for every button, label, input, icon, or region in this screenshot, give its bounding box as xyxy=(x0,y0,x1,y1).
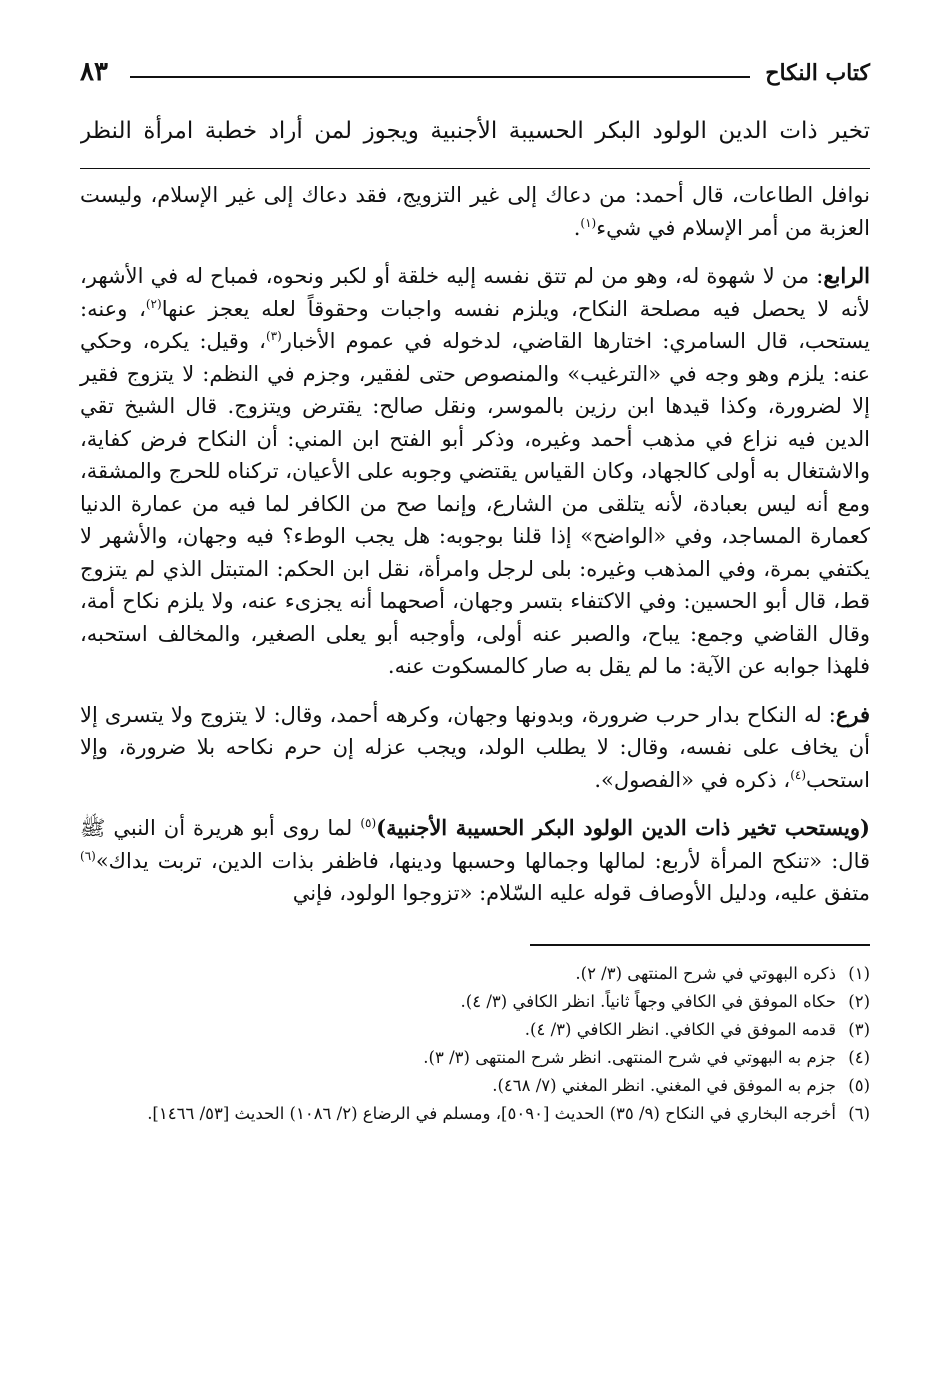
paragraph-tail: لما روى أبو هريرة أن النبي ﷺ قال: «تنكح المرأة لأربع: لمالها وجمالها وحسبها ودينها، فاظفر بذات الدين، تربت يداك» xyxy=(80,816,870,873)
footnote-text: قدمه الموفق في الكافي. انظر الكافي (٣/ ٤). xyxy=(524,1019,836,1039)
paragraph-tail: ، ذكره في «الفصول». xyxy=(594,767,791,792)
paragraph xyxy=(80,260,870,683)
paragraph xyxy=(80,699,870,797)
title-divider xyxy=(80,168,870,169)
footnote xyxy=(80,1044,870,1072)
footnote-ref: (١) xyxy=(580,215,597,230)
paragraph-lead: الرابع xyxy=(823,263,870,288)
footnote xyxy=(80,988,870,1016)
main-text xyxy=(80,179,870,910)
paragraph-tail: . xyxy=(573,215,581,240)
footnote-text: أخرجه البخاري في النكاح (٩/ ٣٥) الحديث [٥٠٩٠]، ومسلم في الرضاع (٢/ ١٠٨٦) الحديث [٥٣/ ١٤٦٦]. xyxy=(147,1103,836,1123)
footnote xyxy=(80,960,870,988)
footnote-text: جزم به الموفق في المغني. انظر المغني (٧/ ٤٦٨). xyxy=(492,1075,836,1095)
paragraph-tail: متفق عليه، ودليل الأوصاف قوله عليه السّلام: «تزوجوا الولود، فإني xyxy=(292,881,870,905)
footnote-ref: (٣) xyxy=(265,329,282,343)
paragraph-text: : من لا شهوة له، وهو من لم تتق نفسه إليه خلقة أو لكبر ونحوه، فمباح له في الأشهر، لأنه لا يحصل فيه مصلحة النكاح، ويلزم نفسه واجبات وحقوقاً لعله يعجز عنها xyxy=(80,264,871,321)
paragraph-tail: ، وقيل: يكره، وحكي عنه: يلزم وهو وجه في «الترغيب» والمنصوص حتى لفقير، وجزم في النظم: لا يتزوج فقير إلا لضرورة، وكذا قيدها ابن رزين بالموسر، ونقل صالح: يقترض ويتزوج. قال الشيخ تقي الدين فيه نزاع في مذهب أحمد وغيره، وذكر أبو الفتح ابن المني: أن النكاح فرض كفاية، والاشتغال به أولى كالجهاد، وكان القياس يقتضي وجوبه على الأعيان، تركناه للحرج والمشقة، ومع أنه ليس بعبادة، لأنه يتلقى من الشارع، وإنما صح من الكافر لما فيه من عمارة الدنيا كعمارة المساجد، وفي «الواضح» إذا قلنا بوجوبه: هل يجب الوطء؟ فيه وجهان، والأشهر لا يكتفي بمرة، وفي المذهب وغيره: بلى لرجل وامرأة، نقل ابن الحكم: المتبتل الذي لم يتزوج قط، قال أبو الحسين: وفي الاكتفاء بتسر وجهان، أصحهما أنه يجزىء عنه، ولا يلزم نكاح أمة، وقال القاضي وجمع: يباح، والصبر عنه أولى، وأوجبه أبو يعلى الصغير، والمخالف استحبه، فلهذا جوابه عن الآية: ما لم يقل به صار كالمسكوت عنه. xyxy=(80,329,870,678)
footnote-ref: (٤) xyxy=(790,767,807,782)
footnote xyxy=(80,1016,870,1044)
footnote-text: ذكره البهوتي في شرح المنتهى (٣/ ٢). xyxy=(575,963,836,983)
paragraph-tail: ، وعنه: يستحب، قال السامري: اختارها القاضي، لدخوله في عموم الأخبار xyxy=(80,296,870,353)
footnote-number: (٥) xyxy=(848,1075,870,1095)
paragraph xyxy=(80,812,870,910)
footnote-text: جزم به البهوتي في شرح المنتهى. انظر شرح المنتهى (٣/ ٣). xyxy=(423,1047,836,1067)
footnote-ref: (٢) xyxy=(145,296,162,311)
paragraph-lead: (ويستحب تخير ذات الدين الولود البكر الحسيبة الأجنبية) xyxy=(376,815,870,840)
paragraph-text: نوافل الطاعات، قال أحمد: من دعاك إلى غير التزويج، فقد دعاك إلى غير الإسلام، وليست العزبة من أمر الإسلام في شيء xyxy=(80,183,870,240)
page-number: ٨٣ xyxy=(80,57,108,87)
footnote-number: (٢) xyxy=(848,991,870,1011)
footnote-number: (٦) xyxy=(848,1103,870,1123)
footnote-number: (٣) xyxy=(848,1019,870,1039)
paragraph xyxy=(80,179,870,244)
footnote-ref: (٦) xyxy=(80,848,96,863)
paragraph-lead: فرع xyxy=(835,701,870,727)
page-header xyxy=(80,50,870,92)
footnote-ref: (٥) xyxy=(360,816,377,830)
footnote xyxy=(80,1072,870,1100)
footnote-number: (٤) xyxy=(848,1047,870,1067)
chapter-title: كتاب النكاح xyxy=(765,60,870,86)
document-page xyxy=(80,50,870,1128)
paragraph-text: : له النكاح بدار حرب ضرورة، وبدونها وجهان، وكرهه أحمد، وقال: لا يتزوج ولا يتسرى إلا أن يخاف على نفسه، وقال: لا يطلب الولد، ويجب عزله إن حرم نكاحه بلا ضرورة، وإلا استحب xyxy=(80,702,870,792)
footnote xyxy=(80,1100,870,1128)
footnote-number: (١) xyxy=(848,963,870,983)
footnote-divider xyxy=(530,944,870,946)
running-title: تخير ذات الدين الولود البكر الحسيبة الأجنبية ويجوز لمن أراد خطبة امرأة النظر xyxy=(80,118,870,144)
footnote-text: حكاه الموفق في الكافي وجهاً ثانياً. انظر الكافي (٣/ ٤). xyxy=(460,991,836,1011)
header-rule xyxy=(130,76,750,78)
footnotes xyxy=(80,960,870,1128)
